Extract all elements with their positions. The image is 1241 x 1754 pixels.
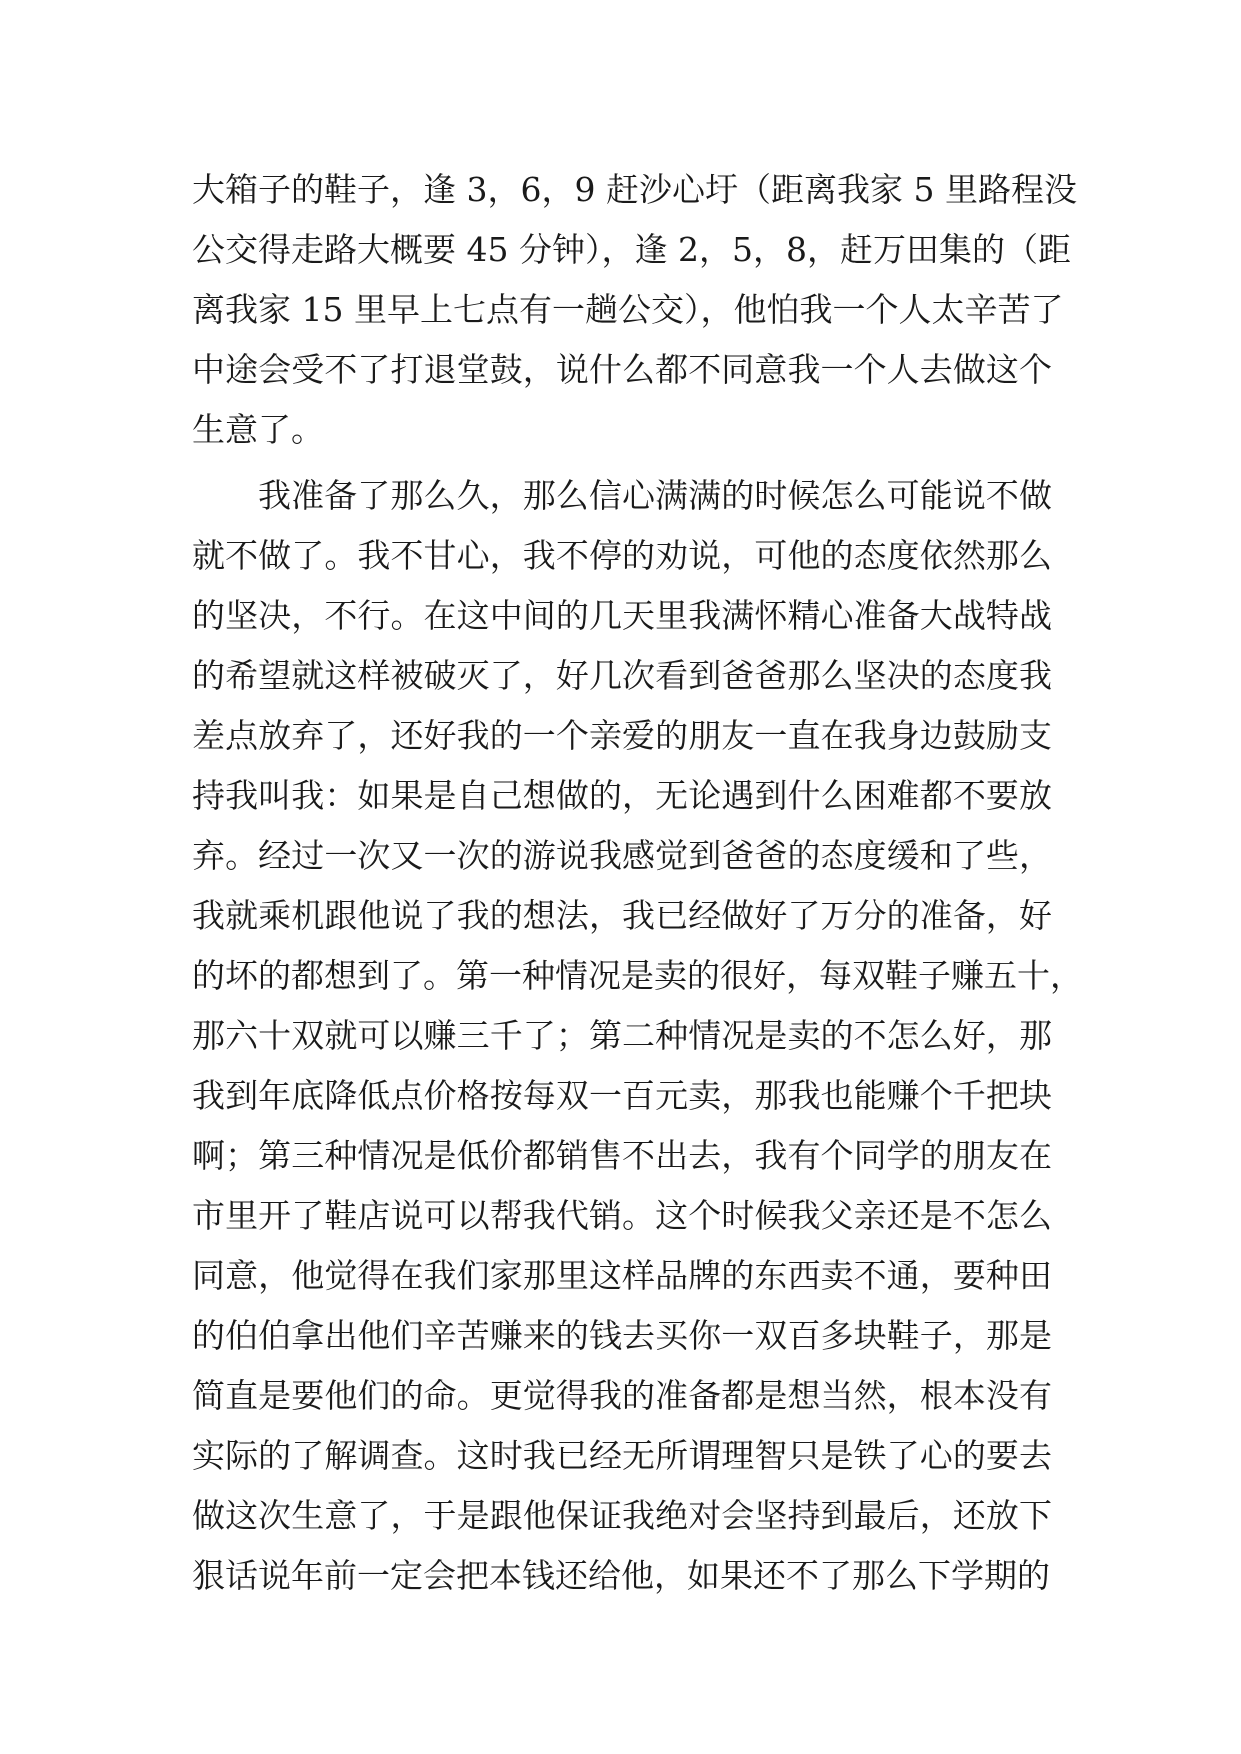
text-line: 就不做了。我不甘心，我不停的劝说，可他的态度依然那么 (192, 536, 1052, 575)
text-line: 简直是要他们的命。更觉得我的准备都是想当然，根本没有 (192, 1376, 1052, 1415)
text-line: 大箱子的鞋子，逢 3，6，9 赶沙心圩（距离我家 5 里路程没 (192, 170, 1077, 209)
text-line: 实际的了解调查。这时我已经无所谓理智只是铁了心的要去 (192, 1436, 1052, 1475)
body-text (192, 160, 1083, 1606)
text-line: 离我家 15 里早上七点有一趟公交），他怕我一个人太辛苦了 (192, 290, 1064, 329)
text-line: 狠话说年前一定会把本钱还给他，如果还不了那么下学期的 (192, 1556, 1050, 1595)
text-line: 的伯伯拿出他们辛苦赚来的钱去买你一双百多块鞋子，那是 (192, 1316, 1052, 1355)
text-line: 那六十双就可以赚三千了；第二种情况是卖的不怎么好，那 (192, 1016, 1052, 1055)
text-line: 的坏的都想到了。第一种情况是卖的很好，每双鞋子赚五十， (192, 956, 1083, 995)
text-line: 的希望就这样被破灭了，好几次看到爸爸那么坚决的态度我 (192, 656, 1052, 695)
text-line: 我准备了那么久，那么信心满满的时候怎么可能说不做 (258, 476, 1052, 515)
text-line: 公交得走路大概要 45 分钟），逢 2，5，8，赶万田集的（距 (192, 230, 1071, 269)
text-line: 差点放弃了，还好我的一个亲爱的朋友一直在我身边鼓励支 (192, 716, 1052, 755)
text-line: 同意，他觉得在我们家那里这样品牌的东西卖不通，要种田 (192, 1256, 1052, 1295)
text-line: 持我叫我：如果是自己想做的，无论遇到什么困难都不要放 (192, 776, 1052, 815)
paragraph (192, 466, 1083, 1606)
text-line: 的坚决，不行。在这中间的几天里我满怀精心准备大战特战 (192, 596, 1052, 635)
text-line: 生意了。 (192, 410, 324, 449)
text-line: 我到年底降低点价格按每双一百元卖，那我也能赚个千把块 (192, 1076, 1052, 1115)
text-line: 弃。经过一次又一次的游说我感觉到爸爸的态度缓和了些， (192, 836, 1052, 875)
text-line: 我就乘机跟他说了我的想法，我已经做好了万分的准备，好 (192, 896, 1052, 935)
text-line: 中途会受不了打退堂鼓，说什么都不同意我一个人去做这个 (192, 350, 1052, 389)
paragraph (192, 160, 1077, 460)
text-line: 做这次生意了，于是跟他保证我绝对会坚持到最后，还放下 (192, 1496, 1052, 1535)
text-line: 市里开了鞋店说可以帮我代销。这个时候我父亲还是不怎么 (192, 1196, 1052, 1235)
text-line: 啊；第三种情况是低价都销售不出去，我有个同学的朋友在 (192, 1136, 1052, 1175)
